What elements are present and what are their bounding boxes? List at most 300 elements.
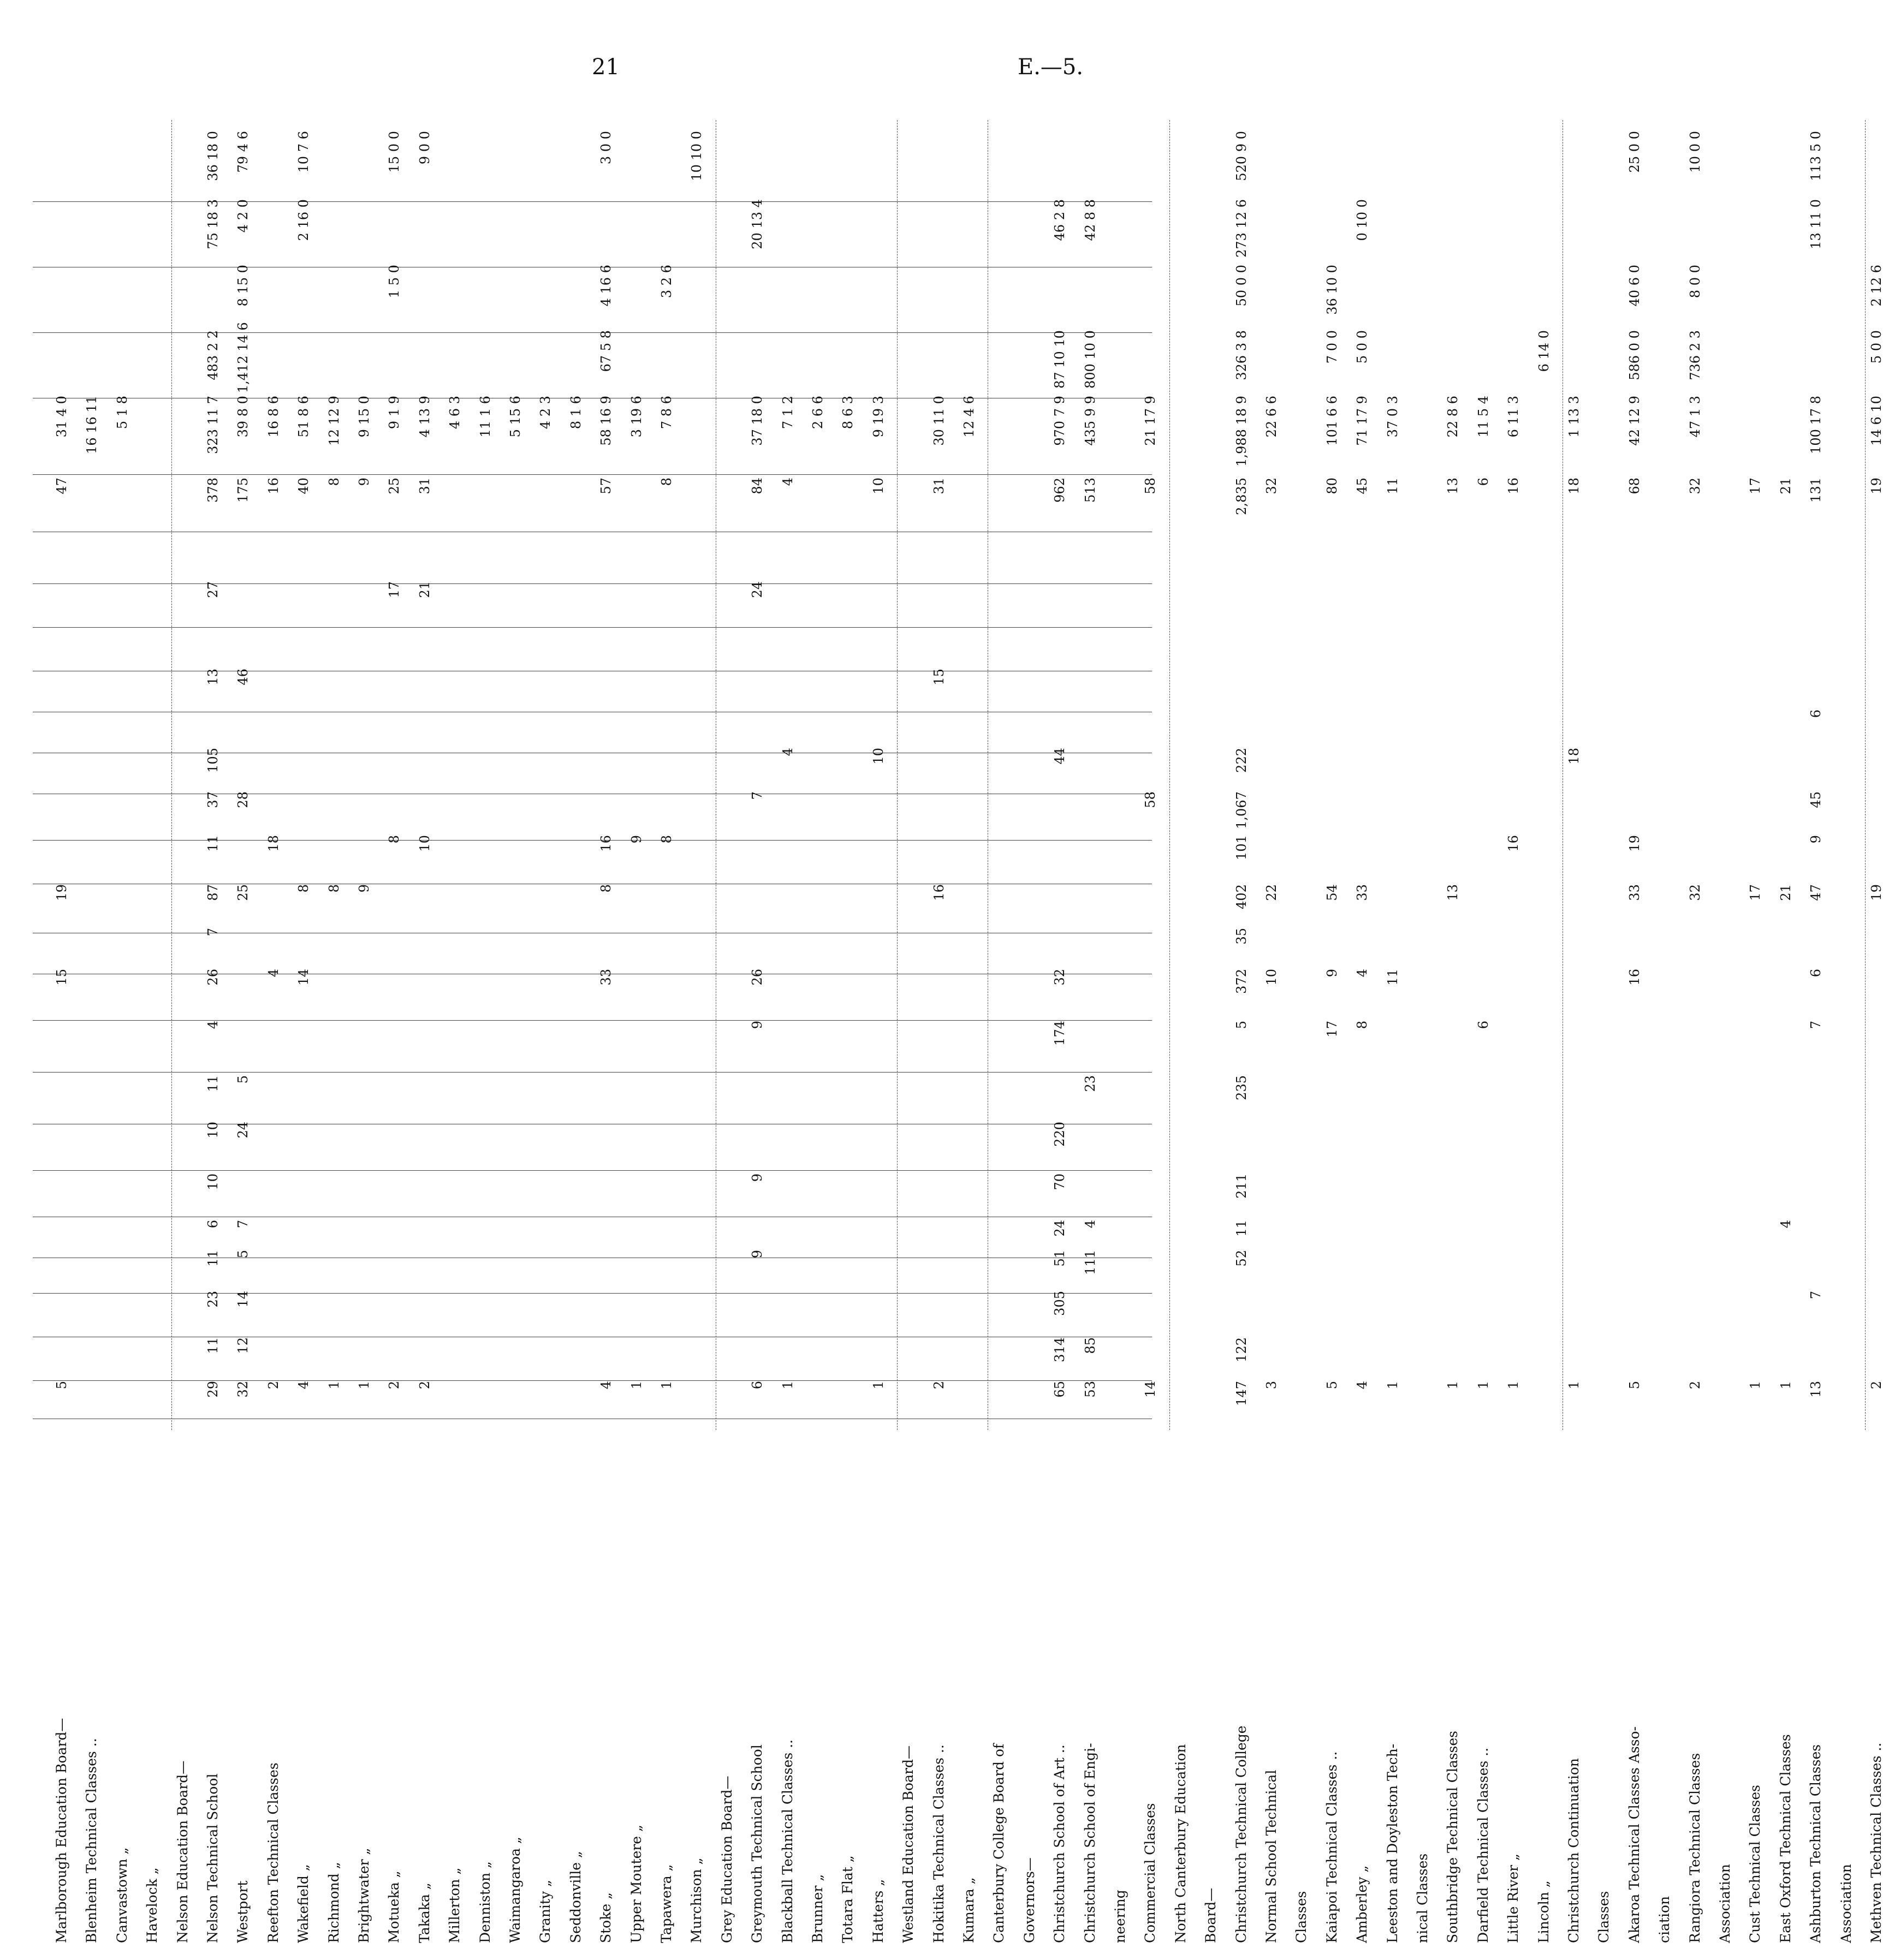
table-cell: 40 xyxy=(296,478,312,495)
table-cell: 8 xyxy=(387,835,402,844)
column-rule xyxy=(33,1380,1152,1381)
table-cell: 15 0 0 xyxy=(387,131,402,173)
table-cell: 4 13 9 xyxy=(417,396,432,438)
table-cell: 8 6 3 xyxy=(840,396,856,430)
table-cell: 4 xyxy=(265,969,281,978)
table-cell: 7 1 2 xyxy=(780,396,795,430)
table-cell: 36 10 0 xyxy=(1324,265,1340,315)
table-cell: 1 xyxy=(1506,1381,1522,1390)
table-cell: 211 xyxy=(1233,1173,1249,1199)
table-cell: 736 2 3 xyxy=(1687,330,1703,380)
row-label: Darfield Technical Classes .. xyxy=(1475,1747,1491,1943)
table-cell: 24 xyxy=(750,581,765,598)
row-label: Classes xyxy=(1293,1891,1310,1943)
table-cell: 87 xyxy=(205,884,221,901)
table-cell: 18 xyxy=(265,835,281,852)
row-label: Marlborough Education Board— xyxy=(54,1718,69,1943)
table-cell: 19 xyxy=(1869,884,1884,901)
table-cell: 16 xyxy=(1506,835,1522,852)
table-cell: 7 xyxy=(205,928,221,937)
table-cell: 800 10 0 xyxy=(1082,330,1098,389)
table-cell: 9 xyxy=(750,1250,765,1259)
table-cell: 19 xyxy=(54,884,69,901)
table-cell: 45 xyxy=(1355,478,1370,495)
row-label: East Oxford Technical Classes xyxy=(1777,1734,1793,1943)
table-cell: 6 xyxy=(1475,1021,1491,1029)
table-cell: 40 6 0 xyxy=(1626,265,1642,307)
table-cell: 1,988 18 9 xyxy=(1233,396,1249,467)
table-cell: 9 xyxy=(1324,969,1340,978)
table-cell: 175 xyxy=(235,478,251,503)
row-label: Amberley „ xyxy=(1354,1865,1370,1943)
row-label: Brunner „ xyxy=(810,1874,825,1943)
row-label: Normal School Technical xyxy=(1263,1770,1279,1943)
table-cell: 101 xyxy=(1233,835,1249,860)
table-cell: 4 xyxy=(780,478,795,486)
table-cell: 17 xyxy=(1748,478,1763,495)
table-cell: 9 xyxy=(357,478,372,486)
table-cell: 37 0 3 xyxy=(1385,396,1400,438)
table-cell: 6 xyxy=(1808,710,1824,718)
table-cell: 4 2 0 xyxy=(235,199,251,233)
row-label: Denniston „ xyxy=(477,1861,493,1943)
table-cell: 45 xyxy=(1808,791,1824,808)
table-cell: 70 xyxy=(1052,1173,1068,1190)
table-cell: 273 12 6 xyxy=(1233,199,1249,258)
table-cell: 326 3 8 xyxy=(1233,330,1249,380)
table-cell: 16 xyxy=(1626,969,1642,986)
table-cell: 51 8 6 xyxy=(296,396,312,438)
table-cell: 19 xyxy=(1869,478,1884,495)
table-cell: 13 xyxy=(205,669,221,686)
table-cell: 5 xyxy=(235,1250,251,1259)
table-cell: 7 xyxy=(235,1220,251,1229)
table-cell: 23 xyxy=(205,1291,221,1308)
table-cell: 4 2 3 xyxy=(538,396,554,430)
table-cell: 16 xyxy=(598,835,614,852)
column-rule xyxy=(33,1170,1152,1171)
row-label: neering xyxy=(1112,1890,1128,1943)
table-cell: 9 xyxy=(357,884,372,893)
table-cell: 37 xyxy=(205,791,221,808)
table-cell: 33 xyxy=(598,969,614,986)
table-cell: 11 xyxy=(1385,969,1400,986)
table-cell: 9 15 0 xyxy=(357,396,372,438)
table-cell: 1 xyxy=(1475,1381,1491,1390)
table-cell: 378 xyxy=(205,478,221,503)
table-cell: 5 15 6 xyxy=(508,396,523,438)
table-cell: 58 xyxy=(1143,791,1159,808)
table-cell: 5 xyxy=(1233,1021,1249,1029)
row-label: Stoke „ xyxy=(598,1892,614,1943)
table-cell: 46 2 8 xyxy=(1052,199,1068,241)
table-cell: 16 xyxy=(265,478,281,495)
table-cell: 483 2 2 xyxy=(205,330,221,380)
row-label: Westport xyxy=(235,1880,251,1943)
table-cell: 9 xyxy=(1808,835,1824,844)
table-cell: 1 xyxy=(1566,1381,1582,1390)
table-cell: 6 xyxy=(750,1381,765,1390)
table-cell: 2 xyxy=(387,1381,402,1390)
table-cell: 323 11 7 xyxy=(205,396,221,454)
rotated-statistics-table xyxy=(33,60,1884,1943)
row-label: Southbridge Technical Classes xyxy=(1445,1730,1461,1943)
table-cell: 174 xyxy=(1052,1021,1068,1046)
table-cell: 3 0 0 xyxy=(598,131,614,165)
table-cell: 7 0 0 xyxy=(1324,330,1340,364)
row-label: Seddonville „ xyxy=(567,1851,584,1943)
table-cell: 79 4 6 xyxy=(235,131,251,173)
column-rule xyxy=(33,840,1152,841)
table-cell: 25 0 0 xyxy=(1626,131,1642,173)
table-cell: 3 2 6 xyxy=(659,265,674,299)
row-label: Ashburton Technical Classes xyxy=(1808,1744,1824,1943)
table-cell: 22 xyxy=(1264,884,1279,901)
table-cell: 101 6 6 xyxy=(1324,396,1340,446)
group-separator xyxy=(1169,120,1170,1430)
column-rule xyxy=(33,1293,1152,1294)
table-cell: 58 xyxy=(1143,478,1159,495)
table-cell: 27 xyxy=(205,581,221,598)
table-cell: 84 xyxy=(750,478,765,495)
table-cell: 1 xyxy=(1385,1381,1400,1390)
table-cell: 17 xyxy=(1324,1021,1340,1038)
table-cell: 17 xyxy=(387,581,402,598)
table-cell: 65 xyxy=(1052,1381,1068,1398)
row-label: Rangiora Technical Classes xyxy=(1686,1753,1703,1943)
table-cell: 71 17 9 xyxy=(1355,396,1370,446)
table-cell: 5 0 0 xyxy=(1869,330,1884,364)
column-rule xyxy=(33,1020,1152,1021)
table-cell: 3 19 6 xyxy=(628,396,644,438)
table-cell: 50 0 0 xyxy=(1233,265,1249,307)
table-cell: 8 xyxy=(326,884,342,893)
table-cell: 18 xyxy=(1566,748,1582,765)
table-cell: 122 xyxy=(1233,1337,1249,1362)
row-label: Kumara „ xyxy=(961,1877,977,1943)
row-label: Upper Moutere „ xyxy=(628,1824,644,1943)
table-cell: 6 xyxy=(1475,478,1491,486)
table-cell: 8 xyxy=(326,478,342,486)
table-cell: 1 xyxy=(628,1381,644,1390)
table-cell: 14 6 10 xyxy=(1869,396,1884,446)
table-cell: 0 10 0 xyxy=(1355,199,1370,241)
table-cell: 5 1 8 xyxy=(114,396,130,430)
table-cell: 52 xyxy=(1233,1250,1249,1267)
table-cell: 31 4 0 xyxy=(54,396,69,438)
row-label: Board— xyxy=(1203,1887,1219,1943)
table-cell: 1 xyxy=(659,1381,674,1390)
table-cell: 220 xyxy=(1052,1122,1068,1147)
table-cell: 1 13 3 xyxy=(1566,396,1582,438)
table-cell: 402 xyxy=(1233,884,1249,909)
row-label: Christchurch Technical College xyxy=(1233,1725,1249,1943)
table-cell: 21 17 9 xyxy=(1143,396,1159,446)
table-cell: 11 1 6 xyxy=(477,396,493,438)
table-cell: 87 10 10 xyxy=(1052,330,1068,389)
row-label: Havelock „ xyxy=(144,1867,161,1943)
table-cell: 111 xyxy=(1082,1250,1098,1275)
page-number: 21 xyxy=(592,55,620,80)
row-label: Brightwater „ xyxy=(356,1848,372,1943)
table-cell: 5 0 0 xyxy=(1355,330,1370,364)
table-cell: 47 xyxy=(1808,884,1824,901)
row-label: Nelson Technical School xyxy=(205,1773,221,1943)
table-cell: 12 12 9 xyxy=(326,396,342,446)
table-cell: 33 xyxy=(1626,884,1642,901)
row-label: Takaka „ xyxy=(416,1882,432,1943)
table-cell: 2 6 6 xyxy=(810,396,825,430)
table-cell: 11 xyxy=(205,1337,221,1354)
row-label: Totara Flat „ xyxy=(840,1855,856,1943)
table-cell: 15 xyxy=(54,969,69,986)
table-cell: 305 xyxy=(1052,1291,1068,1316)
table-cell: 18 xyxy=(1566,478,1582,495)
table-cell: 7 xyxy=(1808,1021,1824,1029)
table-cell: 1 xyxy=(870,1381,886,1390)
table-cell: 67 5 8 xyxy=(598,330,614,372)
table-cell: 9 xyxy=(750,1021,765,1029)
table-cell: 2 xyxy=(1687,1381,1703,1390)
row-label: Hatters „ xyxy=(870,1879,886,1943)
table-cell: 10 xyxy=(1264,969,1279,986)
table-cell: 314 xyxy=(1052,1337,1068,1362)
table-cell: 11 xyxy=(1385,478,1400,495)
row-label: Commercial Classes xyxy=(1142,1803,1159,1943)
table-cell: 75 18 3 xyxy=(205,199,221,249)
table-cell: 8 xyxy=(296,884,312,893)
table-cell: 9 0 0 xyxy=(417,131,432,165)
table-cell: 16 8 6 xyxy=(265,396,281,438)
table-cell: 36 18 0 xyxy=(205,131,221,181)
table-cell: 113 5 0 xyxy=(1808,131,1824,181)
table-cell: 16 xyxy=(931,884,947,901)
table-cell: 12 4 6 xyxy=(961,396,977,438)
table-cell: 1 xyxy=(1445,1381,1461,1390)
table-cell: 1,067 xyxy=(1233,791,1249,829)
row-label: Governors— xyxy=(1021,1857,1037,1943)
row-label: Blenheim Technical Classes .. xyxy=(84,1738,100,1943)
table-cell: 4 16 6 xyxy=(598,265,614,307)
table-cell: 100 17 8 xyxy=(1808,396,1824,454)
table-cell: 2 xyxy=(265,1381,281,1390)
row-label: Methven Technical Classes .. xyxy=(1868,1742,1884,1943)
row-label: Christchurch School of Engi- xyxy=(1082,1743,1098,1943)
table-cell: 25 xyxy=(235,884,251,901)
row-label: Grey Education Board— xyxy=(718,1776,735,1943)
table-cell: 24 xyxy=(235,1122,251,1139)
column-rule xyxy=(33,201,1152,202)
table-cell: 2 xyxy=(417,1381,432,1390)
table-cell: 14 xyxy=(235,1291,251,1308)
table-cell: 11 xyxy=(205,1075,221,1092)
row-label: Reefton Technical Classes xyxy=(265,1762,281,1943)
row-label: Kaiapoi Technical Classes .. xyxy=(1323,1751,1340,1943)
table-cell: 6 xyxy=(1808,969,1824,978)
row-label: Canterbury College Board of xyxy=(991,1743,1007,1943)
table-cell: 4 xyxy=(205,1021,221,1029)
table-cell: 54 xyxy=(1324,884,1340,901)
table-cell: 37 18 0 xyxy=(750,396,765,446)
table-cell: 6 xyxy=(205,1220,221,1229)
table-cell: 30 11 0 xyxy=(931,396,947,446)
table-cell: 10 10 0 xyxy=(689,131,705,181)
table-cell: 23 xyxy=(1082,1075,1098,1092)
table-cell: 32 xyxy=(1687,478,1703,495)
table-cell: 11 5 4 xyxy=(1475,396,1491,438)
row-label: Waimangaroa „ xyxy=(507,1837,523,1943)
column-rule xyxy=(33,332,1152,333)
document-reference: E.—5. xyxy=(1018,55,1084,80)
row-label: Tapawera „ xyxy=(658,1864,674,1943)
table-cell: 16 xyxy=(1506,478,1522,495)
table-cell: 6 11 3 xyxy=(1506,396,1522,438)
table-cell: 35 xyxy=(1233,928,1249,945)
table-cell: 10 xyxy=(205,1122,221,1139)
row-label: Canvastown „ xyxy=(114,1847,130,1943)
table-cell: 14 xyxy=(296,969,312,986)
table-cell: 105 xyxy=(205,748,221,773)
table-cell: 11 xyxy=(205,1250,221,1267)
table-cell: 21 xyxy=(1778,884,1793,901)
table-cell: 26 xyxy=(750,969,765,986)
table-cell: 12 xyxy=(235,1337,251,1354)
table-cell: 513 xyxy=(1082,478,1098,503)
row-label: Westland Education Board— xyxy=(900,1745,917,1943)
table-cell: 10 xyxy=(870,748,886,765)
table-cell: 5 xyxy=(1626,1381,1642,1390)
column-rule xyxy=(33,474,1152,475)
row-label: Blackball Technical Classes .. xyxy=(779,1739,795,1943)
row-label: nical Classes xyxy=(1415,1853,1430,1943)
table-cell: 2,835 xyxy=(1233,478,1249,515)
table-cell: 4 6 3 xyxy=(447,396,463,430)
table-cell: 24 xyxy=(1052,1220,1068,1237)
table-cell: 11 xyxy=(205,835,221,852)
table-cell: 14 xyxy=(1143,1381,1159,1398)
table-cell: 2 12 6 xyxy=(1869,265,1884,307)
table-cell: 4 xyxy=(780,748,795,756)
table-cell: 11 xyxy=(1233,1220,1249,1237)
table-cell: 22 6 6 xyxy=(1264,396,1279,438)
table-cell: 962 xyxy=(1052,478,1068,503)
table-cell: 51 xyxy=(1052,1250,1068,1267)
row-label: Association xyxy=(1838,1864,1854,1943)
table-cell: 20 13 4 xyxy=(750,199,765,249)
table-cell: 9 19 3 xyxy=(870,396,886,438)
table-cell: 32 xyxy=(1052,969,1068,986)
table-cell: 1,412 14 6 xyxy=(235,322,251,393)
table-cell: 13 xyxy=(1445,884,1461,901)
table-cell: 1 5 0 xyxy=(387,265,402,299)
table-cell: 5 xyxy=(54,1381,69,1390)
table-cell: 47 xyxy=(54,478,69,495)
table-cell: 47 1 3 xyxy=(1687,396,1703,438)
table-cell: 4 xyxy=(1355,969,1370,978)
table-cell: 25 xyxy=(387,478,402,495)
table-cell: 53 xyxy=(1082,1381,1098,1398)
group-separator xyxy=(1865,120,1866,1430)
row-label: Little River „ xyxy=(1505,1853,1522,1943)
table-cell: 42 12 9 xyxy=(1626,396,1642,446)
table-cell: 4 xyxy=(1355,1381,1370,1390)
table-cell: 8 xyxy=(659,478,674,486)
table-cell: 5 xyxy=(235,1075,251,1084)
table-cell: 2 xyxy=(931,1381,947,1390)
table-cell: 21 xyxy=(417,581,432,598)
table-cell: 235 xyxy=(1233,1075,1249,1100)
table-cell: 10 xyxy=(417,835,432,852)
table-cell: 39 8 0 xyxy=(235,396,251,438)
table-cell: 10 7 6 xyxy=(296,131,312,173)
column-rule xyxy=(33,627,1152,628)
table-cell: 131 xyxy=(1808,478,1824,503)
table-cell: 372 xyxy=(1233,969,1249,994)
table-cell: 10 0 0 xyxy=(1687,131,1703,173)
table-cell: 13 xyxy=(1808,1381,1824,1398)
table-cell: 5 xyxy=(1324,1381,1340,1390)
row-label: Wakefield „ xyxy=(295,1864,312,1943)
table-cell: 8 xyxy=(1355,1021,1370,1029)
table-cell: 7 xyxy=(1808,1291,1824,1300)
row-label: Nelson Education Board— xyxy=(174,1760,191,1943)
table-cell: 2 xyxy=(1869,1381,1884,1390)
row-label: Association xyxy=(1717,1864,1733,1943)
row-label: Christchurch School of Art .. xyxy=(1052,1744,1068,1943)
row-label: Christchurch Continuation xyxy=(1566,1758,1582,1943)
row-label: Greymouth Technical School xyxy=(749,1744,765,1943)
table-cell: 32 xyxy=(235,1381,251,1398)
column-rule xyxy=(33,583,1152,584)
group-separator xyxy=(897,120,898,1430)
table-cell: 13 11 0 xyxy=(1808,199,1824,249)
table-cell: 8 1 6 xyxy=(568,396,584,430)
table-cell: 7 8 6 xyxy=(659,396,674,430)
table-cell: 147 xyxy=(1233,1381,1249,1406)
row-label: Hokitika Technical Classes .. xyxy=(930,1744,947,1943)
table-cell: 586 0 0 xyxy=(1626,330,1642,380)
row-label: Motueka „ xyxy=(386,1870,402,1943)
row-label: Lincoln „ xyxy=(1535,1880,1552,1943)
table-cell: 28 xyxy=(235,791,251,808)
row-label: Richmond „ xyxy=(325,1862,342,1943)
table-cell: 19 xyxy=(1626,835,1642,852)
table-cell: 32 xyxy=(1264,478,1279,495)
row-label: North Canterbury Education xyxy=(1172,1744,1189,1943)
table-cell: 9 xyxy=(628,835,644,844)
table-cell: 85 xyxy=(1082,1337,1098,1354)
table-cell: 58 16 9 xyxy=(598,396,614,446)
table-cell: 8 15 0 xyxy=(235,265,251,307)
row-label: Millerton „ xyxy=(447,1867,463,1943)
table-cell: 1 xyxy=(1748,1381,1763,1390)
table-cell: 33 xyxy=(1355,884,1370,901)
table-cell: 29 xyxy=(205,1381,221,1398)
row-label: Murchison „ xyxy=(688,1857,705,1943)
table-cell: 8 0 0 xyxy=(1687,265,1703,299)
table-cell: 1 xyxy=(780,1381,795,1390)
table-cell: 1 xyxy=(1778,1381,1793,1390)
table-cell: 15 xyxy=(931,669,947,686)
table-cell: 4 xyxy=(296,1381,312,1390)
table-cell: 8 xyxy=(598,884,614,893)
table-cell: 21 xyxy=(1778,478,1793,495)
row-label: Granity „ xyxy=(537,1880,554,1943)
table-cell: 80 xyxy=(1324,478,1340,495)
table-cell: 10 xyxy=(870,478,886,495)
table-cell: 2 16 0 xyxy=(296,199,312,241)
table-cell: 13 xyxy=(1445,478,1461,495)
